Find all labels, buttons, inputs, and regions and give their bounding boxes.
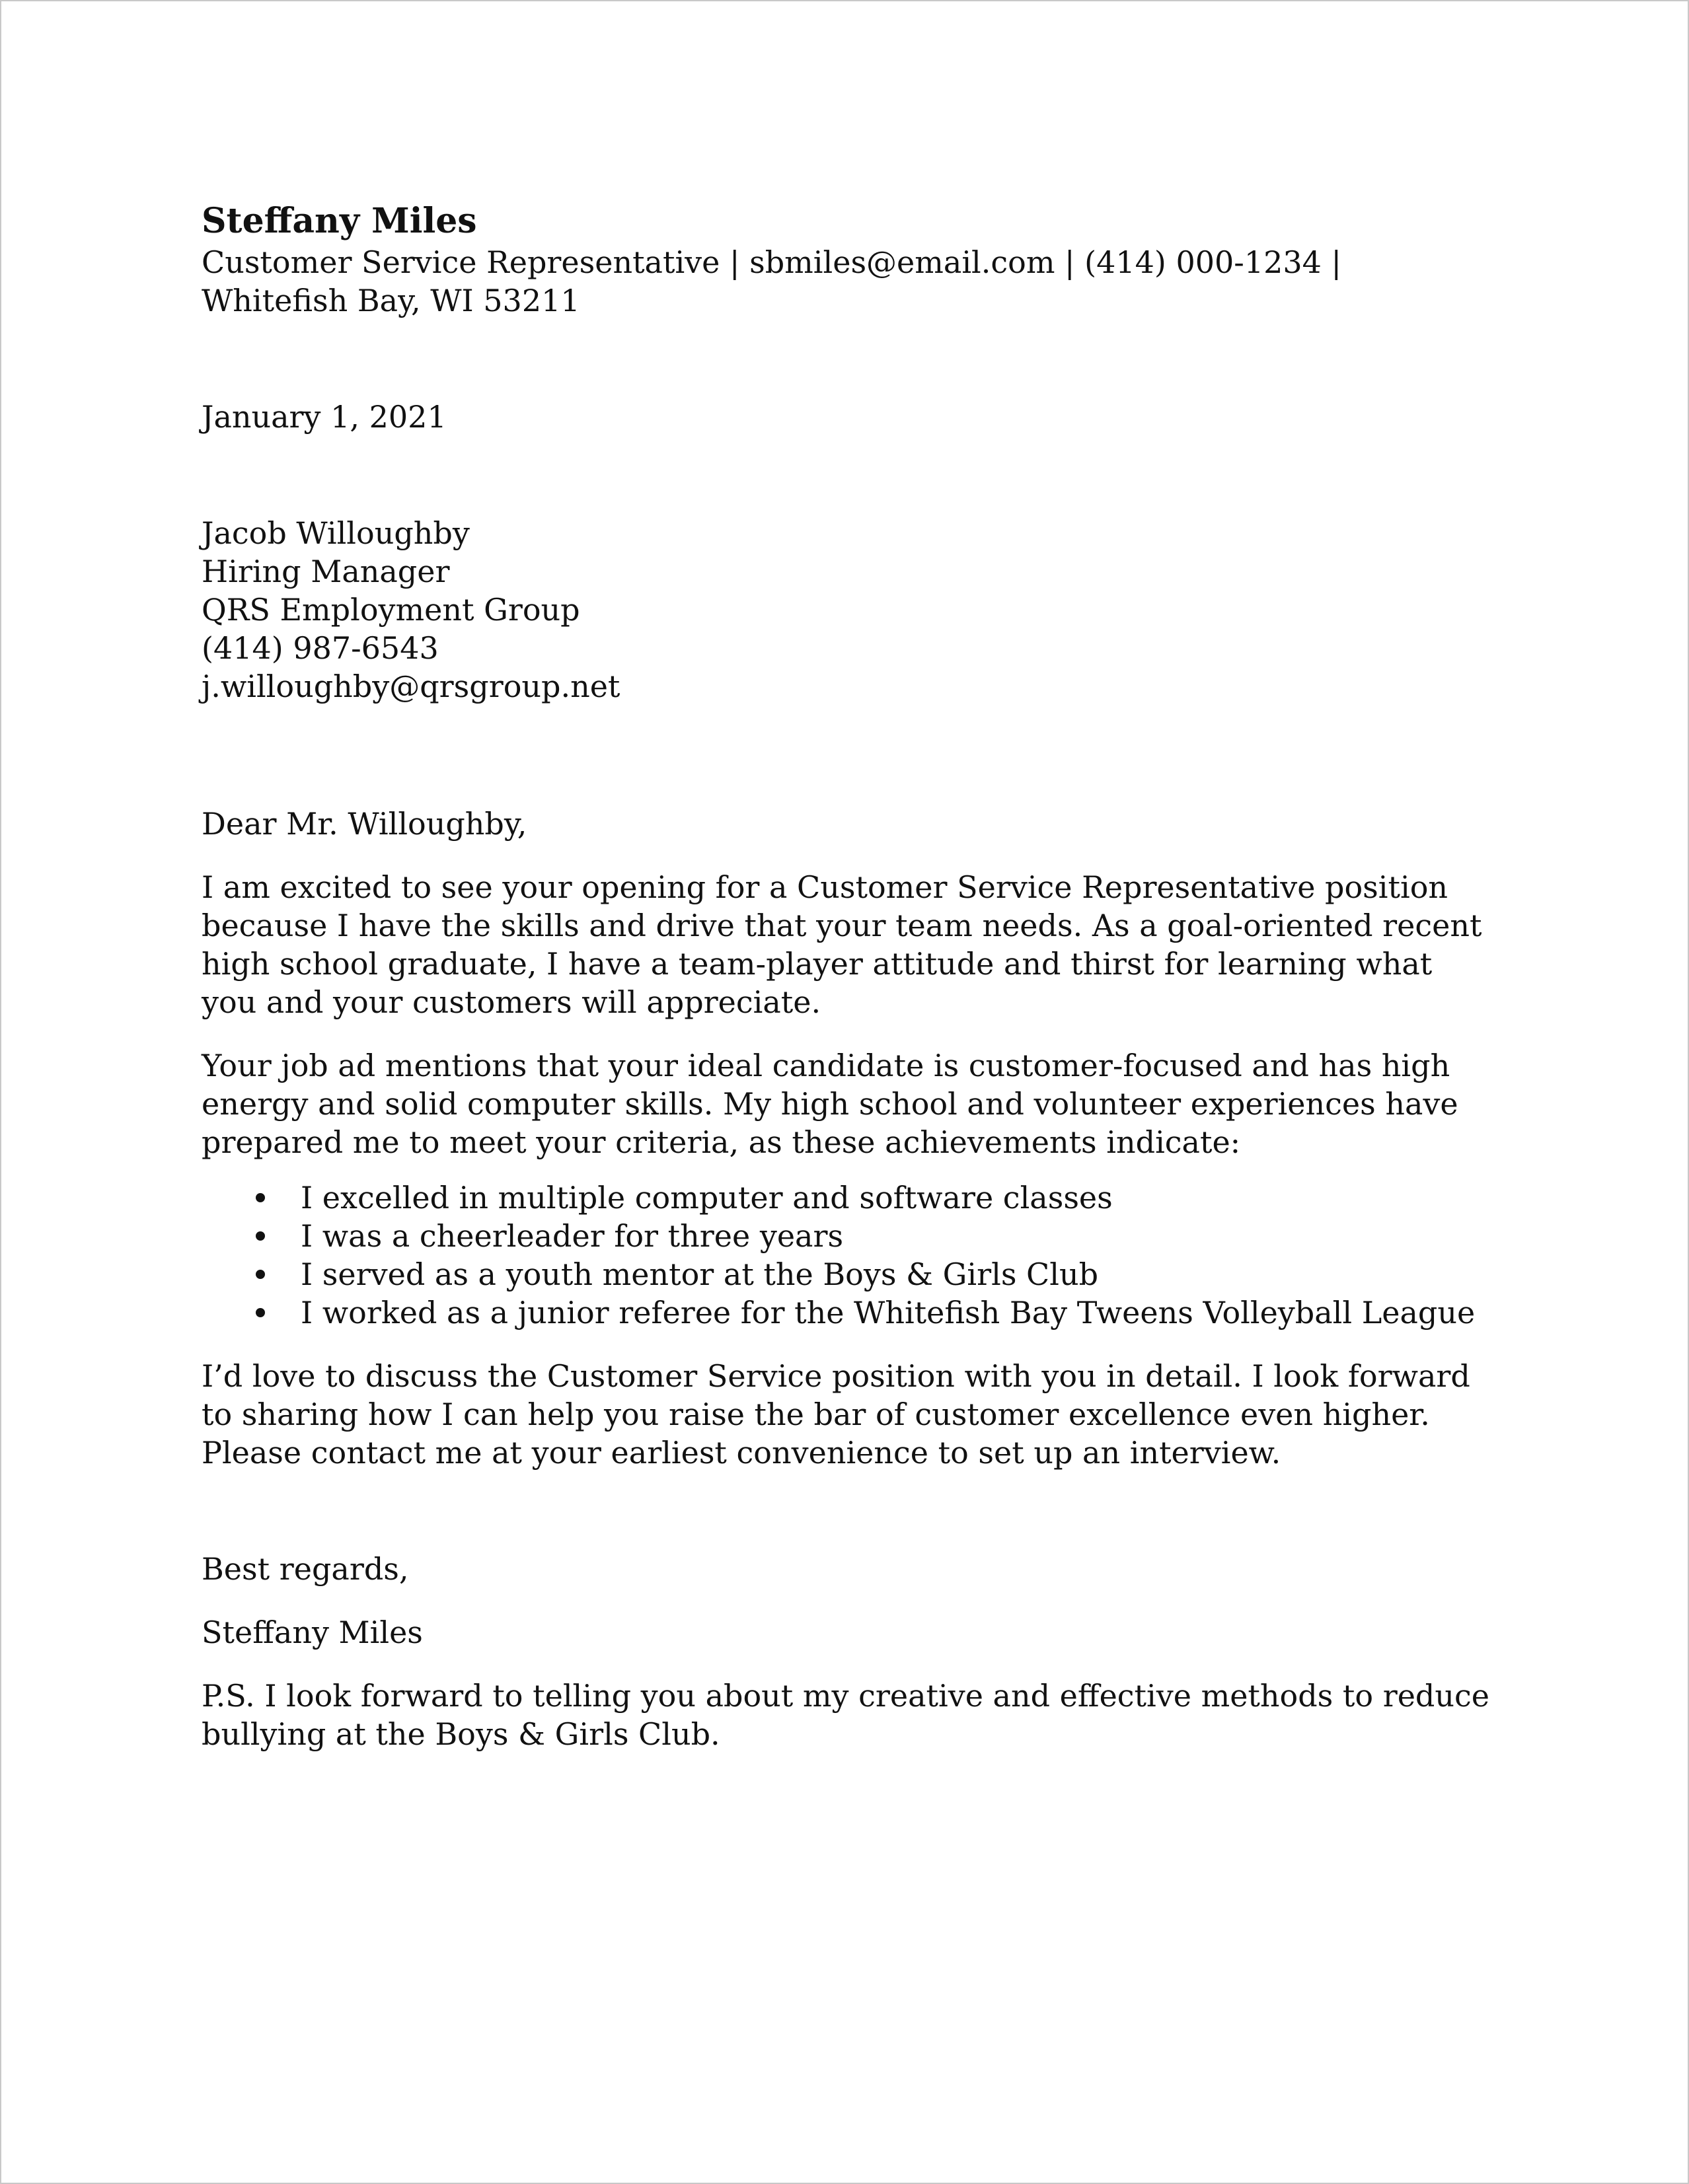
letter-body <box>202 200 1497 1753</box>
recipient-title: Hiring Manager <box>202 554 450 589</box>
achievement-text: I excelled in multiple computer and software classes <box>301 1180 1113 1216</box>
bullet-icon <box>256 1231 265 1241</box>
bullet-icon <box>256 1193 265 1202</box>
salutation: Dear Mr. Willoughby, <box>202 806 527 842</box>
achievement-text: I worked as a junior referee for the Whitefish Bay Tweens Volleyball League <box>301 1295 1476 1330</box>
list-item <box>202 1217 1497 1255</box>
achievements-list <box>202 1179 1497 1332</box>
list-item <box>202 1255 1497 1293</box>
recipient-name: Jacob Willoughby <box>202 515 470 551</box>
signature-name: Steffany Miles <box>202 1615 423 1650</box>
list-item <box>202 1293 1497 1332</box>
bullet-icon <box>256 1308 265 1317</box>
postscript: P.S. I look forward to telling you about my creative and effective methods to reduce bullying at the Boys & Girls Club. <box>202 1678 1489 1752</box>
paragraph-intro: I am excited to see your opening for a Customer Service Representative position because I have the skills and drive that your team needs. As a goal-oriented recent high school graduate, I have a team-player attitude and thirst for learning what you and your customers will appreciate. <box>202 869 1482 1020</box>
recipient-block <box>202 514 1497 706</box>
paragraph-closing: I’d love to discuss the Customer Service position with you in detail. I look forward to sharing how I can help you raise the bar of customer excellence even higher. Please contact me at your earliest convenience to set up an interview. <box>202 1358 1470 1471</box>
sender-name: Steffany Miles <box>202 201 477 241</box>
paragraph-qualifications: Your job ad mentions that your ideal candidate is customer-focused and has high energy and solid computer skills. My high school and volunteer experiences have prepared me to meet your criteria, as these achievements indicate: <box>202 1048 1458 1160</box>
closing-line: Best regards, <box>202 1551 409 1587</box>
achievement-text: I served as a youth mentor at the Boys & Girls Club <box>301 1256 1099 1292</box>
recipient-email: j.willoughby@qrsgroup.net <box>202 669 620 704</box>
recipient-phone: (414) 987-6543 <box>202 630 439 666</box>
achievement-text: I was a cheerleader for three years <box>301 1218 844 1254</box>
recipient-company: QRS Employment Group <box>202 592 580 628</box>
letter-date: January 1, 2021 <box>202 399 447 435</box>
list-item <box>202 1179 1497 1217</box>
sender-contact-line: Customer Service Representative | sbmiles@email.com | (414) 000-1234 | Whitefish Bay, WI 53211 <box>202 244 1342 318</box>
bullet-icon <box>256 1270 265 1279</box>
